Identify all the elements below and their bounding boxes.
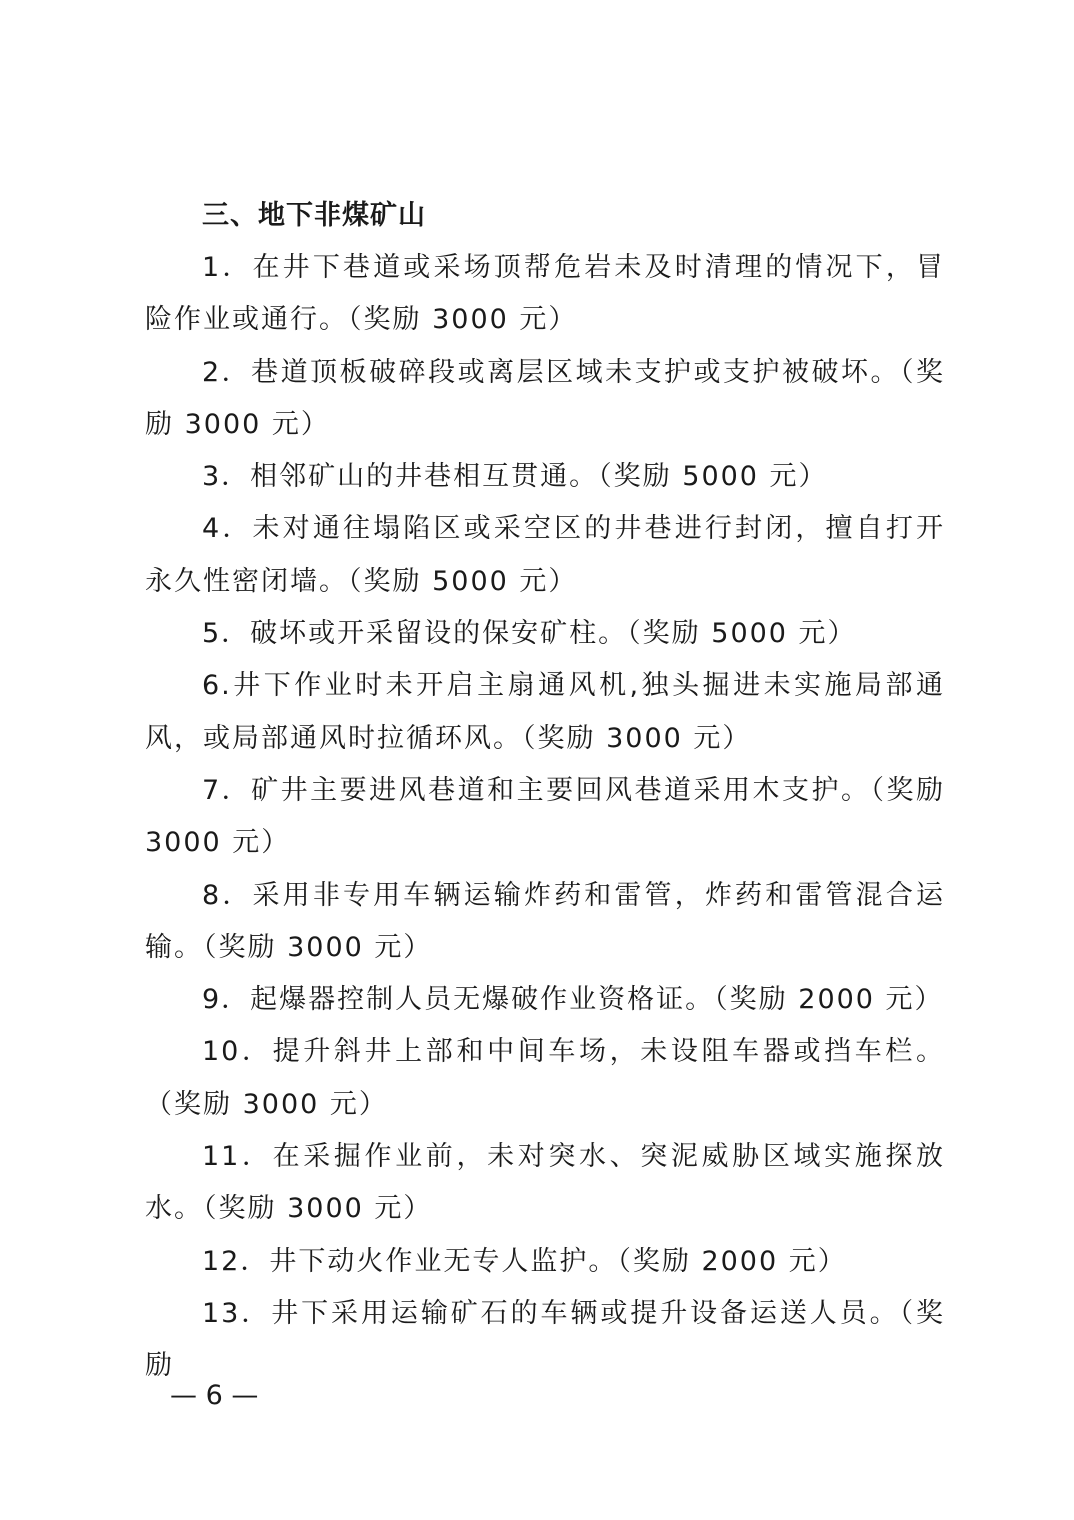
list-item: 9．起爆器控制人员无爆破作业资格证。（奖励 2000 元） — [202, 984, 944, 1016]
list-item: 1．在井下巷道或采场顶帮危岩未及时清理的情况下，冒险作业或通行。（奖励 3000 元） — [145, 252, 945, 336]
list-item: 4．未对通往塌陷区或采空区的井巷进行封闭，擅自打开永久性密闭墙。（奖励 5000 元） — [145, 513, 945, 597]
list-item: 12．井下动火作业无专人监护。（奖励 2000 元） — [202, 1245, 847, 1277]
list-item: 7．矿井主要进风巷道和主要回风巷道采用木支护。（奖励 3000 元） — [145, 774, 945, 859]
document-body — [145, 190, 945, 1393]
list-item: 8．采用非专用车辆运输炸药和雷管，炸药和雷管混合运输。（奖励 3000 元） — [145, 879, 945, 963]
list-item: 3．相邻矿山的井巷相互贯通。（奖励 5000 元） — [202, 461, 828, 493]
list-item: 5．破坏或开采留设的保安矿柱。（奖励 5000 元） — [202, 618, 857, 650]
page-number: — 6 — — [170, 1380, 259, 1411]
section-heading: 三、地下非煤矿山 — [202, 200, 426, 231]
list-item: 11．在采掘作业前，未对突水、突泥威胁区域实施探放水。（奖励 3000 元） — [145, 1141, 945, 1225]
list-item: 2．巷道顶板破碎段或离层区域未支护或支护被破坏。（奖励 3000 元） — [145, 356, 945, 440]
list-item: 6.井下作业时未开启主扇通风机,独头掘进未实施局部通风，或局部通风时拉循环风。（奖励 3000 元） — [145, 670, 945, 754]
list-item: 13．井下采用运输矿石的车辆或提升设备运送人员。（奖励 — [145, 1297, 945, 1382]
list-item: 10．提升斜井上部和中间车场，未设阻车器或挡车栏。（奖励 3000 元） — [145, 1036, 945, 1120]
